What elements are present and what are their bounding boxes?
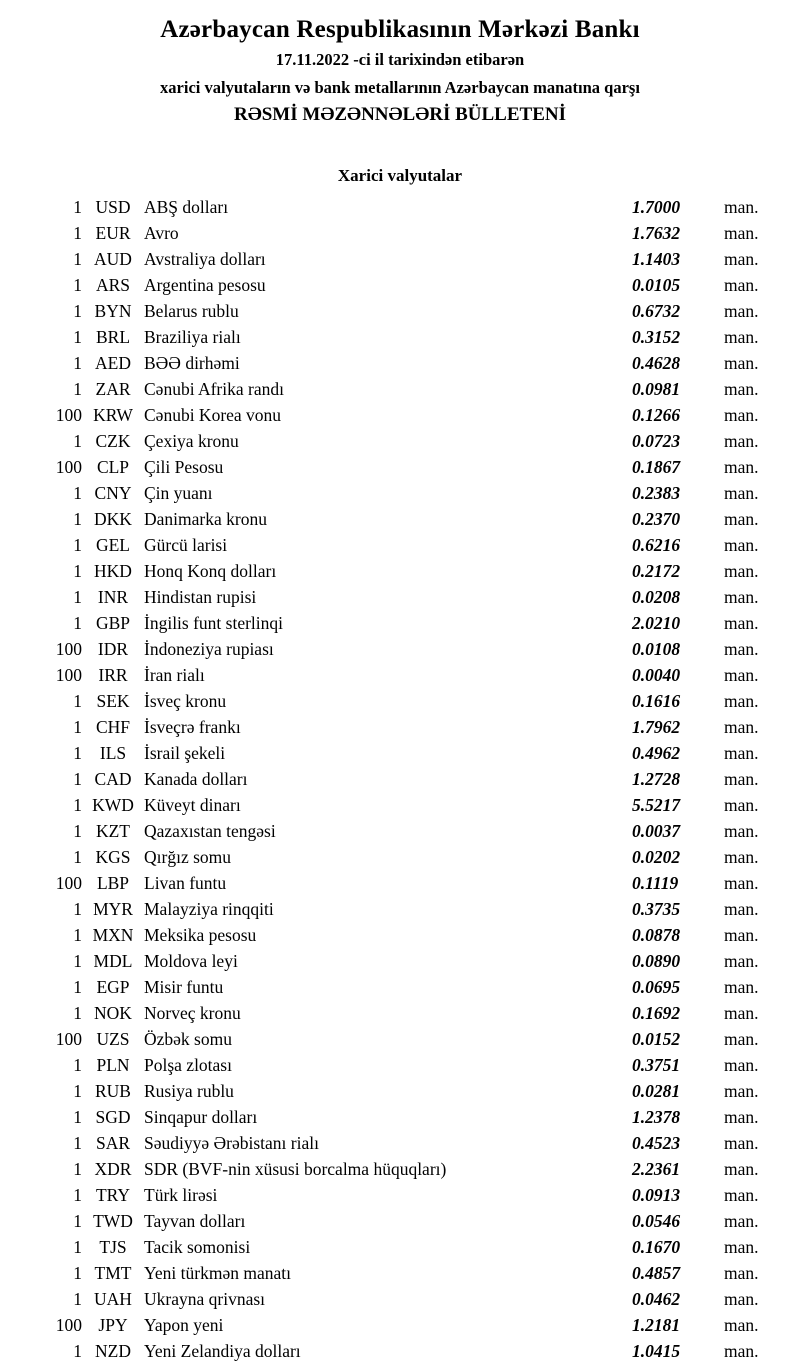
currency-name: ABŞ dolları (144, 197, 229, 217)
currency-code: AED (95, 353, 131, 373)
currency-code: AUD (94, 249, 132, 269)
currency-name: İndoneziya rupiası (144, 639, 274, 659)
currency-rate: 1.0415 (632, 1341, 681, 1361)
currency-code: CNY (94, 483, 132, 503)
currency-rate: 0.0890 (632, 951, 681, 971)
currency-rate: 0.0037 (632, 821, 681, 841)
currency-quantity: 1 (73, 1107, 82, 1127)
currency-rate: 0.2370 (632, 509, 681, 529)
currency-quantity: 1 (73, 717, 82, 737)
currency-quantity: 100 (55, 873, 82, 893)
bank-title: Azərbaycan Respublikasının Mərkəzi Bankı (160, 16, 640, 43)
table-row (20, 1312, 780, 1338)
currency-rate: 0.0462 (632, 1289, 681, 1309)
currency-code: HKD (94, 561, 132, 581)
currency-code: XDR (94, 1159, 132, 1179)
currency-rate: 1.7962 (632, 717, 681, 737)
currency-code: TRY (95, 1185, 131, 1205)
currency-quantity: 1 (73, 535, 82, 555)
currency-name: Avro (144, 223, 179, 243)
currency-unit: man. (724, 1263, 759, 1283)
currency-unit: man. (724, 977, 759, 997)
currency-rate: 2.0210 (632, 613, 681, 633)
currency-quantity: 1 (73, 899, 82, 919)
table-row (20, 1260, 780, 1286)
currency-quantity: 1 (73, 249, 82, 269)
currency-rate: 0.1670 (632, 1237, 681, 1257)
currency-code: INR (97, 587, 129, 607)
currency-unit: man. (724, 457, 759, 477)
table-row (20, 1338, 780, 1364)
currency-quantity: 100 (55, 405, 82, 425)
table-row (20, 844, 780, 870)
currency-unit: man. (724, 1315, 759, 1335)
currency-rate: 0.4523 (632, 1133, 681, 1153)
currency-rate: 0.0913 (632, 1185, 681, 1205)
currency-rate: 0.1867 (632, 457, 681, 477)
currency-unit: man. (724, 561, 759, 581)
table-row (20, 350, 780, 376)
currency-name: Türk lirəsi (144, 1185, 218, 1205)
effective-date-line: 17.11.2022 -ci il tarixindən etibarən (275, 50, 525, 69)
currency-rate: 0.0723 (632, 431, 681, 451)
table-row (20, 506, 780, 532)
currency-code: UZS (96, 1029, 130, 1049)
table-row (20, 324, 780, 350)
table-row (20, 896, 780, 922)
currency-code: BYN (94, 301, 132, 321)
currency-name: Cənubi Korea vonu (144, 405, 282, 425)
currency-quantity: 1 (73, 821, 82, 841)
currency-name: Qırğız somu (144, 847, 232, 867)
currency-unit: man. (724, 665, 759, 685)
table-row (20, 480, 780, 506)
currency-unit: man. (724, 275, 759, 295)
currency-code: DKK (94, 509, 132, 529)
currency-code: CHF (95, 717, 131, 737)
currency-name: İsrail şekeli (144, 743, 226, 763)
currency-rate: 0.3735 (632, 899, 681, 919)
currency-code: UAH (94, 1289, 132, 1309)
table-row (20, 298, 780, 324)
currency-name: İngilis funt sterlinqi (144, 613, 284, 633)
currency-code: GBP (95, 613, 131, 633)
currency-name: Çexiya kronu (144, 431, 239, 451)
currency-quantity: 1 (73, 587, 82, 607)
currency-name: Norveç kronu (144, 1003, 241, 1023)
currency-unit: man. (724, 639, 759, 659)
currency-unit: man. (724, 1107, 759, 1127)
currency-name: Argentina pesosu (144, 275, 266, 295)
currency-name: Yeni Zelandiya dolları (144, 1341, 301, 1361)
currency-quantity: 1 (73, 769, 82, 789)
currency-code: NOK (94, 1003, 132, 1023)
currency-quantity: 1 (73, 483, 82, 503)
currency-rate: 0.4857 (632, 1263, 681, 1283)
currency-name: Hindistan rupisi (144, 587, 257, 607)
currency-code: TMT (94, 1263, 132, 1283)
table-row (20, 1052, 780, 1078)
currency-quantity: 100 (55, 639, 82, 659)
currency-rate: 0.3152 (632, 327, 681, 347)
currency-quantity: 1 (73, 1055, 82, 1075)
currency-quantity: 1 (73, 1237, 82, 1257)
section-title-foreign-currencies: Xarici valyutalar (337, 166, 463, 185)
currency-quantity: 100 (55, 1315, 82, 1335)
currency-name: Moldova leyi (144, 951, 238, 971)
currency-unit: man. (724, 509, 759, 529)
table-row (20, 1156, 780, 1182)
currency-name: Sinqapur dolları (144, 1107, 258, 1127)
currency-quantity: 1 (73, 925, 82, 945)
currency-code: MDL (93, 951, 133, 971)
currency-unit: man. (724, 743, 759, 763)
currency-code: JPY (98, 1315, 128, 1335)
currency-name: Avstraliya dolları (144, 249, 266, 269)
currency-rate: 0.0040 (632, 665, 681, 685)
currency-unit: man. (724, 301, 759, 321)
currency-quantity: 1 (73, 1185, 82, 1205)
currency-name: Tayvan dolları (144, 1211, 246, 1231)
currency-unit: man. (724, 821, 759, 841)
table-row (20, 922, 780, 948)
currency-rate: 0.0152 (632, 1029, 681, 1049)
bulletin-heading: RƏSMİ MƏZƏNNƏLƏRİ BÜLLETENİ (233, 104, 566, 125)
table-row (20, 870, 780, 896)
currency-name: İran rialı (144, 665, 205, 685)
table-row (20, 1104, 780, 1130)
currency-rate: 0.0546 (632, 1211, 681, 1231)
currency-code: SAR (95, 1133, 131, 1153)
currency-name: İsveç kronu (144, 691, 227, 711)
table-row (20, 246, 780, 272)
currency-name: Kanada dolları (144, 769, 248, 789)
currency-quantity: 1 (73, 1003, 82, 1023)
currency-code: IRR (98, 665, 128, 685)
document-subtitle: xarici valyutaların və bank metallarının Azərbaycan manatına qarşı (160, 78, 640, 97)
currency-name: Braziliya rialı (144, 327, 241, 347)
table-row (20, 584, 780, 610)
currency-name: İsveçrə frankı (144, 717, 241, 737)
currency-quantity: 100 (55, 1029, 82, 1049)
currency-name: Malayziya rinqqiti (144, 899, 274, 919)
currency-quantity: 100 (55, 457, 82, 477)
currency-unit: man. (724, 1081, 759, 1101)
currency-unit: man. (724, 535, 759, 555)
currency-unit: man. (724, 223, 759, 243)
currency-name: Rusiya rublu (144, 1081, 234, 1101)
currency-name: Honq Konq dolları (144, 561, 277, 581)
currency-rate: 0.6732 (632, 301, 681, 321)
currency-rate: 1.2181 (632, 1315, 681, 1335)
table-row (20, 714, 780, 740)
table-row (20, 1078, 780, 1104)
currency-unit: man. (724, 405, 759, 425)
currency-code: TJS (99, 1237, 127, 1257)
currency-quantity: 1 (73, 1263, 82, 1283)
currency-quantity: 1 (73, 613, 82, 633)
currency-rate: 1.7632 (632, 223, 681, 243)
currency-quantity: 1 (73, 951, 82, 971)
currency-code: PLN (96, 1055, 130, 1075)
currency-rate: 0.0108 (632, 639, 681, 659)
currency-name: Livan funtu (144, 873, 227, 893)
currency-quantity: 1 (73, 743, 82, 763)
currency-rate: 0.0281 (632, 1081, 681, 1101)
table-row (20, 272, 780, 298)
table-row (20, 1026, 780, 1052)
currency-quantity: 1 (73, 431, 82, 451)
table-row (20, 1208, 780, 1234)
currency-quantity: 1 (73, 197, 82, 217)
currency-name: Gürcü larisi (144, 535, 228, 555)
currency-rate: 0.0208 (632, 587, 681, 607)
currency-unit: man. (724, 379, 759, 399)
currency-rate: 0.0981 (632, 379, 681, 399)
table-row (20, 532, 780, 558)
table-row (20, 1000, 780, 1026)
currency-unit: man. (724, 249, 759, 269)
currency-name: BƏƏ dirhəmi (144, 353, 240, 373)
currency-rate: 0.3751 (632, 1055, 681, 1075)
table-row (20, 948, 780, 974)
currency-name: Meksika pesosu (144, 925, 257, 945)
currency-rate: 0.4628 (632, 353, 681, 373)
currency-name: Yapon yeni (144, 1315, 224, 1335)
currency-code: CZK (95, 431, 131, 451)
currency-rate: 0.2172 (632, 561, 681, 581)
table-row (20, 974, 780, 1000)
currency-quantity: 1 (73, 509, 82, 529)
currency-name: Misir funtu (144, 977, 224, 997)
currency-code: KRW (93, 405, 133, 425)
table-row (20, 376, 780, 402)
currency-quantity: 1 (73, 977, 82, 997)
currency-unit: man. (724, 691, 759, 711)
currency-unit: man. (724, 1185, 759, 1205)
currency-unit: man. (724, 613, 759, 633)
currency-unit: man. (724, 1055, 759, 1075)
currency-code: ZAR (95, 379, 131, 399)
currency-code: TWD (93, 1211, 133, 1231)
currency-rate: 0.4962 (632, 743, 681, 763)
currency-unit: man. (724, 587, 759, 607)
currency-code: CLP (96, 457, 130, 477)
currency-quantity: 1 (73, 795, 82, 815)
currency-quantity: 1 (73, 301, 82, 321)
table-row (20, 428, 780, 454)
currency-name: Küveyt dinarı (144, 795, 241, 815)
currency-unit: man. (724, 847, 759, 867)
currency-unit: man. (724, 925, 759, 945)
currency-rate: 0.0878 (632, 925, 681, 945)
currency-name: Danimarka kronu (144, 509, 267, 529)
currency-code: LBP (96, 873, 130, 893)
table-row (20, 1234, 780, 1260)
currency-unit: man. (724, 327, 759, 347)
currency-rate: 2.2361 (632, 1159, 681, 1179)
currency-name: Özbək somu (144, 1029, 232, 1049)
currency-code: EUR (95, 223, 131, 243)
currency-code: GEL (95, 535, 131, 555)
currency-code: RUB (95, 1081, 131, 1101)
currency-code: USD (95, 197, 131, 217)
currency-unit: man. (724, 899, 759, 919)
currency-rate: 0.0105 (632, 275, 681, 295)
currency-rate: 0.6216 (632, 535, 681, 555)
currency-unit: man. (724, 1211, 759, 1231)
currency-quantity: 1 (73, 275, 82, 295)
currency-rate: 0.1616 (632, 691, 681, 711)
currency-rate: 0.2383 (632, 483, 681, 503)
currency-name: Çili Pesosu (144, 457, 224, 477)
currency-rate: 5.5217 (632, 795, 681, 815)
currency-name: Cənubi Afrika randı (144, 379, 284, 399)
currency-unit: man. (724, 1133, 759, 1153)
table-row (20, 1182, 780, 1208)
currency-quantity: 1 (73, 847, 82, 867)
table-row (20, 688, 780, 714)
currency-code: IDR (97, 639, 129, 659)
currency-code: SGD (95, 1107, 131, 1127)
currency-rate: 0.0202 (632, 847, 681, 867)
currency-rate: 1.2378 (632, 1107, 681, 1127)
exchange-rates-table (20, 194, 780, 1364)
currency-rate: 1.1403 (632, 249, 681, 269)
currency-code: KZT (95, 821, 131, 841)
currency-unit: man. (724, 197, 759, 217)
currency-quantity: 1 (73, 691, 82, 711)
currency-unit: man. (724, 1237, 759, 1257)
currency-quantity: 1 (73, 379, 82, 399)
table-row (20, 220, 780, 246)
currency-name: Tacik somonisi (144, 1237, 251, 1257)
table-row (20, 636, 780, 662)
currency-code: EGP (96, 977, 130, 997)
currency-unit: man. (724, 1029, 759, 1049)
currency-unit: man. (724, 717, 759, 737)
currency-name: Polşa zlotası (144, 1055, 232, 1075)
table-row (20, 402, 780, 428)
currency-code: KWD (92, 795, 134, 815)
currency-quantity: 1 (73, 223, 82, 243)
table-row (20, 610, 780, 636)
currency-code: SEK (96, 691, 130, 711)
currency-quantity: 1 (73, 1159, 82, 1179)
table-row (20, 662, 780, 688)
currency-unit: man. (724, 873, 759, 893)
currency-code: NZD (95, 1341, 131, 1361)
currency-rate: 1.2728 (632, 769, 681, 789)
currency-quantity: 1 (73, 1133, 82, 1153)
currency-quantity: 100 (55, 665, 82, 685)
currency-quantity: 1 (73, 353, 82, 373)
currency-rate: 0.1266 (632, 405, 681, 425)
currency-rate: 0.1119 (632, 873, 679, 893)
table-row (20, 792, 780, 818)
currency-quantity: 1 (73, 1081, 82, 1101)
currency-rate: 0.1692 (632, 1003, 681, 1023)
currency-name: Qazaxıstan tengəsi (144, 821, 276, 841)
table-row (20, 818, 780, 844)
table-row (20, 454, 780, 480)
exchange-rates-body (20, 194, 780, 1364)
currency-quantity: 1 (73, 1341, 82, 1361)
table-row (20, 740, 780, 766)
currency-unit: man. (724, 483, 759, 503)
currency-code: ARS (95, 275, 131, 295)
table-row (20, 1130, 780, 1156)
currency-code: MXN (92, 925, 134, 945)
currency-code: CAD (94, 769, 132, 789)
currency-name: SDR (BVF-nin xüsusi borcalma hüquqları) (144, 1159, 447, 1179)
currency-unit: man. (724, 795, 759, 815)
currency-code: MYR (93, 899, 133, 919)
currency-unit: man. (724, 1341, 759, 1361)
currency-unit: man. (724, 951, 759, 971)
currency-code: BRL (95, 327, 131, 347)
currency-quantity: 1 (73, 327, 82, 347)
currency-quantity: 1 (73, 1289, 82, 1309)
currency-rate: 1.7000 (632, 197, 681, 217)
currency-unit: man. (724, 1159, 759, 1179)
currency-name: Səudiyyə Ərəbistanı rialı (144, 1133, 319, 1153)
table-row (20, 1286, 780, 1312)
currency-name: Ukrayna qrivnası (144, 1289, 266, 1309)
currency-code: KGS (95, 847, 131, 867)
currency-unit: man. (724, 769, 759, 789)
currency-name: Çin yuanı (144, 483, 213, 503)
table-row (20, 194, 780, 220)
table-row (20, 766, 780, 792)
table-row (20, 558, 780, 584)
currency-name: Belarus rublu (144, 301, 239, 321)
document-header (0, 16, 800, 126)
currency-quantity: 1 (73, 561, 82, 581)
currency-unit: man. (724, 353, 759, 373)
currency-rate: 0.0695 (632, 977, 681, 997)
currency-code: ILS (99, 743, 127, 763)
currency-name: Yeni türkmən manatı (144, 1263, 291, 1283)
currency-quantity: 1 (73, 1211, 82, 1231)
currency-unit: man. (724, 1289, 759, 1309)
currency-unit: man. (724, 1003, 759, 1023)
currency-unit: man. (724, 431, 759, 451)
